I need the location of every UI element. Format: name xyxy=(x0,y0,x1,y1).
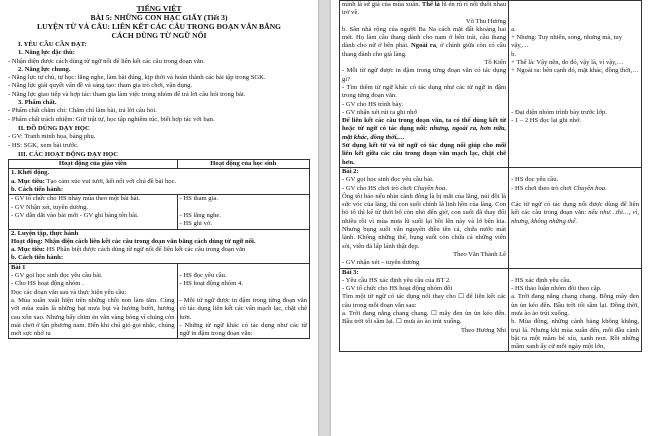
note-text: Để liên kết các câu trong đoạn văn, ta có thể dùng kết từ hoặc từ ngữ có tác dụng nối: xyxy=(342,117,507,133)
text-line: - GV nhận xét rút ra ghi nhớ xyxy=(342,108,417,116)
subsection-1-3: 3. Phẩm chất. xyxy=(18,99,57,107)
table-cell-student xyxy=(509,167,642,268)
game-name: Chuyền hoa xyxy=(413,184,446,192)
answer-text: b. Mùa đông, những cánh bàng không khẳng, trụi lá. Nhưng khi mùa xuân đến, mỗi đầu cành bật ra một mầm bé xíu, xanh non. Rồi những mầm xanh ấy cứ mỗi ngày một lớn, xyxy=(511,318,639,351)
text-line: + Thế là: Vậy nên, do đó, vậy là, vì vậy,… xyxy=(511,59,624,67)
text-line: + Nhưng: Tuy nhiên, song, nhưng mà, tuy vậy,… xyxy=(511,34,622,50)
text-line: - HS hoạt động nhóm 4. xyxy=(179,280,243,288)
table-cell-teacher xyxy=(9,263,178,339)
text-line: - Những từ ngữ khác có tác dụng như các từ ngữ in đậm trong đoạn văn: xyxy=(179,321,307,338)
table-cell-teacher xyxy=(340,167,509,268)
procedure-label: b. Cách tiến hành: xyxy=(11,186,64,194)
text-line: - HS lắng nghe. xyxy=(179,211,221,219)
document-page-1 xyxy=(0,0,318,436)
lesson-title-line2: CÁCH DÙNG TỪ NGỮ NỐI xyxy=(111,31,207,40)
text-span: lũ én rủ rỉ nối đuôi nhau trở về. xyxy=(342,1,507,17)
text-line: - Tìm thêm từ ngữ khác có tác dụng như các từ ngữ in đậm trong từng đoạn văn. xyxy=(342,83,507,100)
passage-text: Ông tôi bảo nếu nhìn cành đông là bị mắt của lăng, núi đồi là sức vóc của làng, thì con suối chính là linh hồn của làng. Con bò tô thì kể từ thời bố còn nhỏ đến giờ, con suối đã thay đổi nhiều rồi vì mùa mưa lũ suối lại bồi lên này và lở bên kia. Nhưng bụng suối vẫn nguyên điều tên cả, chứa nước mát lành. Không những thế, bụng suối còn chứa cả những viên sỏi, viên đá lấp lánh thật đẹp. xyxy=(342,192,507,250)
text-line: - GV nhận xét – tuyên dương xyxy=(342,259,420,267)
text-line: - Yêu cầu HS xác định yêu cầu của BT 2. xyxy=(342,276,451,284)
table-cell-student xyxy=(509,268,642,352)
bold-connector: Thế là xyxy=(421,1,440,8)
text-line: - GV cho HS trình bày. xyxy=(342,100,403,108)
text-line: - HS ghi vở. xyxy=(179,220,212,228)
text-line: + Ngoài ra: bên cạnh đó, mặt khác, đồng thời,… xyxy=(511,67,639,75)
answer-text: a. Trời đang nắng chang chang. Bỗng mây đen ùn ùn kéo đến. Bầu trời tối sầm lại. Đồng thời, mưa ào ào trút xuống. xyxy=(511,293,639,317)
text-line: - HS: SGK, xem bài trước. xyxy=(8,141,79,149)
text-line: Đọc các đoạn văn sau và thực hiện yêu cầu: xyxy=(11,288,127,296)
text-line: - GV gọi học sinh đọc yêu cầu bài. xyxy=(11,272,103,280)
text-line: - HS xác định yêu cầu. xyxy=(511,276,572,284)
text-line: - Phẩm chất trách nhiệm: Giữ trật tự, học tập nghiêm túc, biết hợp tác với bạn. xyxy=(8,115,215,123)
text-line: - GV tổ chức cho HS nhảy múa theo một bài hát. xyxy=(11,195,141,203)
text-line: - HS đọc yêu cầu. xyxy=(511,176,559,184)
exercise-label: Bài 1 xyxy=(11,263,26,271)
passage-author: Võ Thu Hương xyxy=(465,17,507,25)
procedure-label: b. Cách tiến hành: xyxy=(11,254,64,262)
table-cell-student xyxy=(509,1,642,168)
lesson-heading: BÀI 5: NHỮNG CON HẠC GIẤY (Tiết 3) xyxy=(90,13,228,22)
text-line: - Năng lực giải quyết vấn đề và sáng tạo: tham gia trò chơi, vận dụng. xyxy=(8,82,193,90)
text-line: - Nhận diện được cách dùng từ ngữ nối để liên kết các câu trong đoạn văn. xyxy=(8,57,205,65)
lesson-title-line1: LUYỆN TỪ VÀ CÂU: LIÊN KẾT CÁC CÂU TRONG ĐOẠN VĂN BẰNG xyxy=(37,22,281,31)
text-line: - GV tổ chức cho HS hoạt động nhóm đôi xyxy=(342,285,453,293)
text-span: b. Sân nhà rộng của người Ba Na cách mặt đất khoảng hai mét. Họ làm cầu thang dành cho nam ở bên trái, cầu thang dành cho nữ ở bên phải. xyxy=(342,25,507,50)
text-line: - Đại diện nhóm trình bày trước lớp. xyxy=(511,108,607,116)
text-line: - Phẩm chất chăm chỉ: Chăm chỉ làm bài, trả lời câu hỏi. xyxy=(8,107,157,115)
text-line: - Mỗi từ ngữ được in đậm trong từng đoạn văn có tác dụng liên kết các vấn mạch lạc, chặt chẽ hơn. xyxy=(179,296,307,321)
text-line: - 1 – 2 HS đọc lại ghi nhớ. xyxy=(511,117,582,125)
passage-text: a. Trời đang nắng chang chang. ☐ mây đen ùn ùn kéo đến. Bầu trời tối sầm lại. ☐ mưa ào ào trút xuống. xyxy=(342,309,507,326)
text-span: - HS chơi theo trò chơi xyxy=(511,184,574,192)
text-line: - HS tham gia. xyxy=(179,195,219,203)
row-title: 1. Khởi động. xyxy=(11,169,50,177)
text-line: - Năng lực giao tiếp và hợp tác: tham gia làm việc trong nhóm để trả lời câu hỏi trong bài. xyxy=(8,90,246,98)
passage-text: a. Mùa xuân xuất hiện trên những chồi non làm tăm. Cùng với mùa xuân là những hạt mưa bụi và hương bưởi, hương cau xôn xao. Nhưng bấy chim én vẫn vàng bóng vì chúng còn mải chơi ở tận phương nam. Đến khi chú giỏ gọi nhắc, chúng mới sực nhớ ra xyxy=(11,296,175,338)
table-row xyxy=(9,169,310,195)
note-examples: nhưng, ngoài ra, hơn nữa, mặt khác, đồng thời,… xyxy=(342,125,507,141)
table-cell-student xyxy=(177,263,309,339)
table-cell-teacher xyxy=(340,1,509,168)
text-line: - GV: Tranh minh họa, bảng phụ. xyxy=(8,133,96,141)
goal-text: Tạo cảm xúc vui tươi, kết nối với chủ đề bài học. xyxy=(44,177,177,185)
text-span: . xyxy=(605,184,607,192)
subject-heading: TIẾNG VIỆT xyxy=(136,4,182,13)
table-cell-teacher xyxy=(340,268,509,352)
text-line: - Năng lực tự chủ, tự học: lắng nghe, làm bài đúng, kịp thời và hoàn thành các bài tập trong SGK. xyxy=(8,74,266,82)
goal-text: HS Phân biệt được cách dùng từ ngữ nối để liên kết các câu trong đoạn văn xyxy=(44,246,246,254)
table-cell-student xyxy=(177,195,309,229)
passage-author: Theo Hương Nhi xyxy=(460,326,507,334)
activity-text: Nhận diện cách liên kết các câu trong đoạn văn bằng cách dùng từ ngữ nối. xyxy=(42,237,256,245)
text-line: - GV Nhận xét, tuyên dương. xyxy=(11,203,89,211)
text-line: a. xyxy=(511,25,516,33)
text-span: Các từ ngữ có tác dụng nối được dùng để liên kết các câu trong đoạn văn: xyxy=(511,201,639,217)
text-line: - Cho HS hoạt động nhóm . xyxy=(11,280,84,288)
text-line: b. xyxy=(511,50,517,58)
teacher-column-header: Hoạt động của giáo viên xyxy=(9,160,178,169)
text-line: - HS thảo luận nhóm đôi theo cặp. xyxy=(511,285,602,293)
answer-words: nếu như…thì…, vì, nhưng, không những thế. xyxy=(511,209,639,225)
text-line: Tìm một từ ngữ có tác dụng nối thay cho ☐ để liên kết các câu trong mỗi đoạn văn sau: xyxy=(342,293,507,309)
document-page-2 xyxy=(331,0,650,436)
activity-table-continued xyxy=(339,0,642,352)
text-line: - GV gọi học sinh đọc yêu cầu bài. xyxy=(342,176,434,184)
student-column-header: Hoạt động của học sinh xyxy=(177,160,309,169)
text-span: - GV cho HS chơi trò chơi xyxy=(342,184,414,192)
goal-label: a. Mục tiêu: xyxy=(11,246,45,254)
exercise-label: Bài 2: xyxy=(342,167,359,175)
row-title: 2. Luyện tập, thực hành xyxy=(11,229,79,237)
text-line: - HS đọc yêu cầu. xyxy=(179,272,227,280)
passage-author: Tô Kiến xyxy=(484,59,507,67)
goal-label: a. Mục tiêu: xyxy=(11,177,45,185)
table-row xyxy=(9,229,310,263)
passage-author: Theo Văn Thành Lê xyxy=(453,250,507,258)
text-span: , ở chính giữa còn có cầu thang dành cho già làng. xyxy=(342,42,507,58)
game-name: Chuyền hoa xyxy=(573,184,606,192)
activity-table xyxy=(8,159,310,339)
section-3-heading: III. CÁC HOẠT ĐỘNG DẠY HỌC xyxy=(18,150,119,158)
text-line: - Mỗi từ ngữ được in đậm trong từng đoạn văn có tác dụng gì? xyxy=(342,67,507,83)
text-span: . xyxy=(445,184,447,192)
section-1-heading: I. YÊU CẦU CẦN ĐẠT: xyxy=(18,41,87,48)
bold-connector: Ngoài ra xyxy=(411,42,437,50)
subsection-1-1: 1. Năng lực đặc thù: xyxy=(18,49,75,57)
exercise-label: Bài 3: xyxy=(342,268,359,276)
activity-label: Hoạt động: xyxy=(11,237,43,245)
subsection-1-2: 2. Năng lực chung. xyxy=(18,65,71,73)
text-span: mình là sứ giả của mùa xuân. xyxy=(342,1,422,8)
table-cell-teacher xyxy=(9,195,178,229)
note-text: Sử dụng kết từ và từ ngữ có tác dụng nối giúp cho mối liên kết giữa các câu trong đoạn văn mạch lạc, chặt chẽ hơn. xyxy=(342,142,507,166)
text-line: - GV dẫn dắt vào bài mới - GV ghi bảng tên bài. xyxy=(11,211,139,219)
section-2-heading: II. ĐỒ DÙNG DẠY HỌC xyxy=(18,124,90,132)
